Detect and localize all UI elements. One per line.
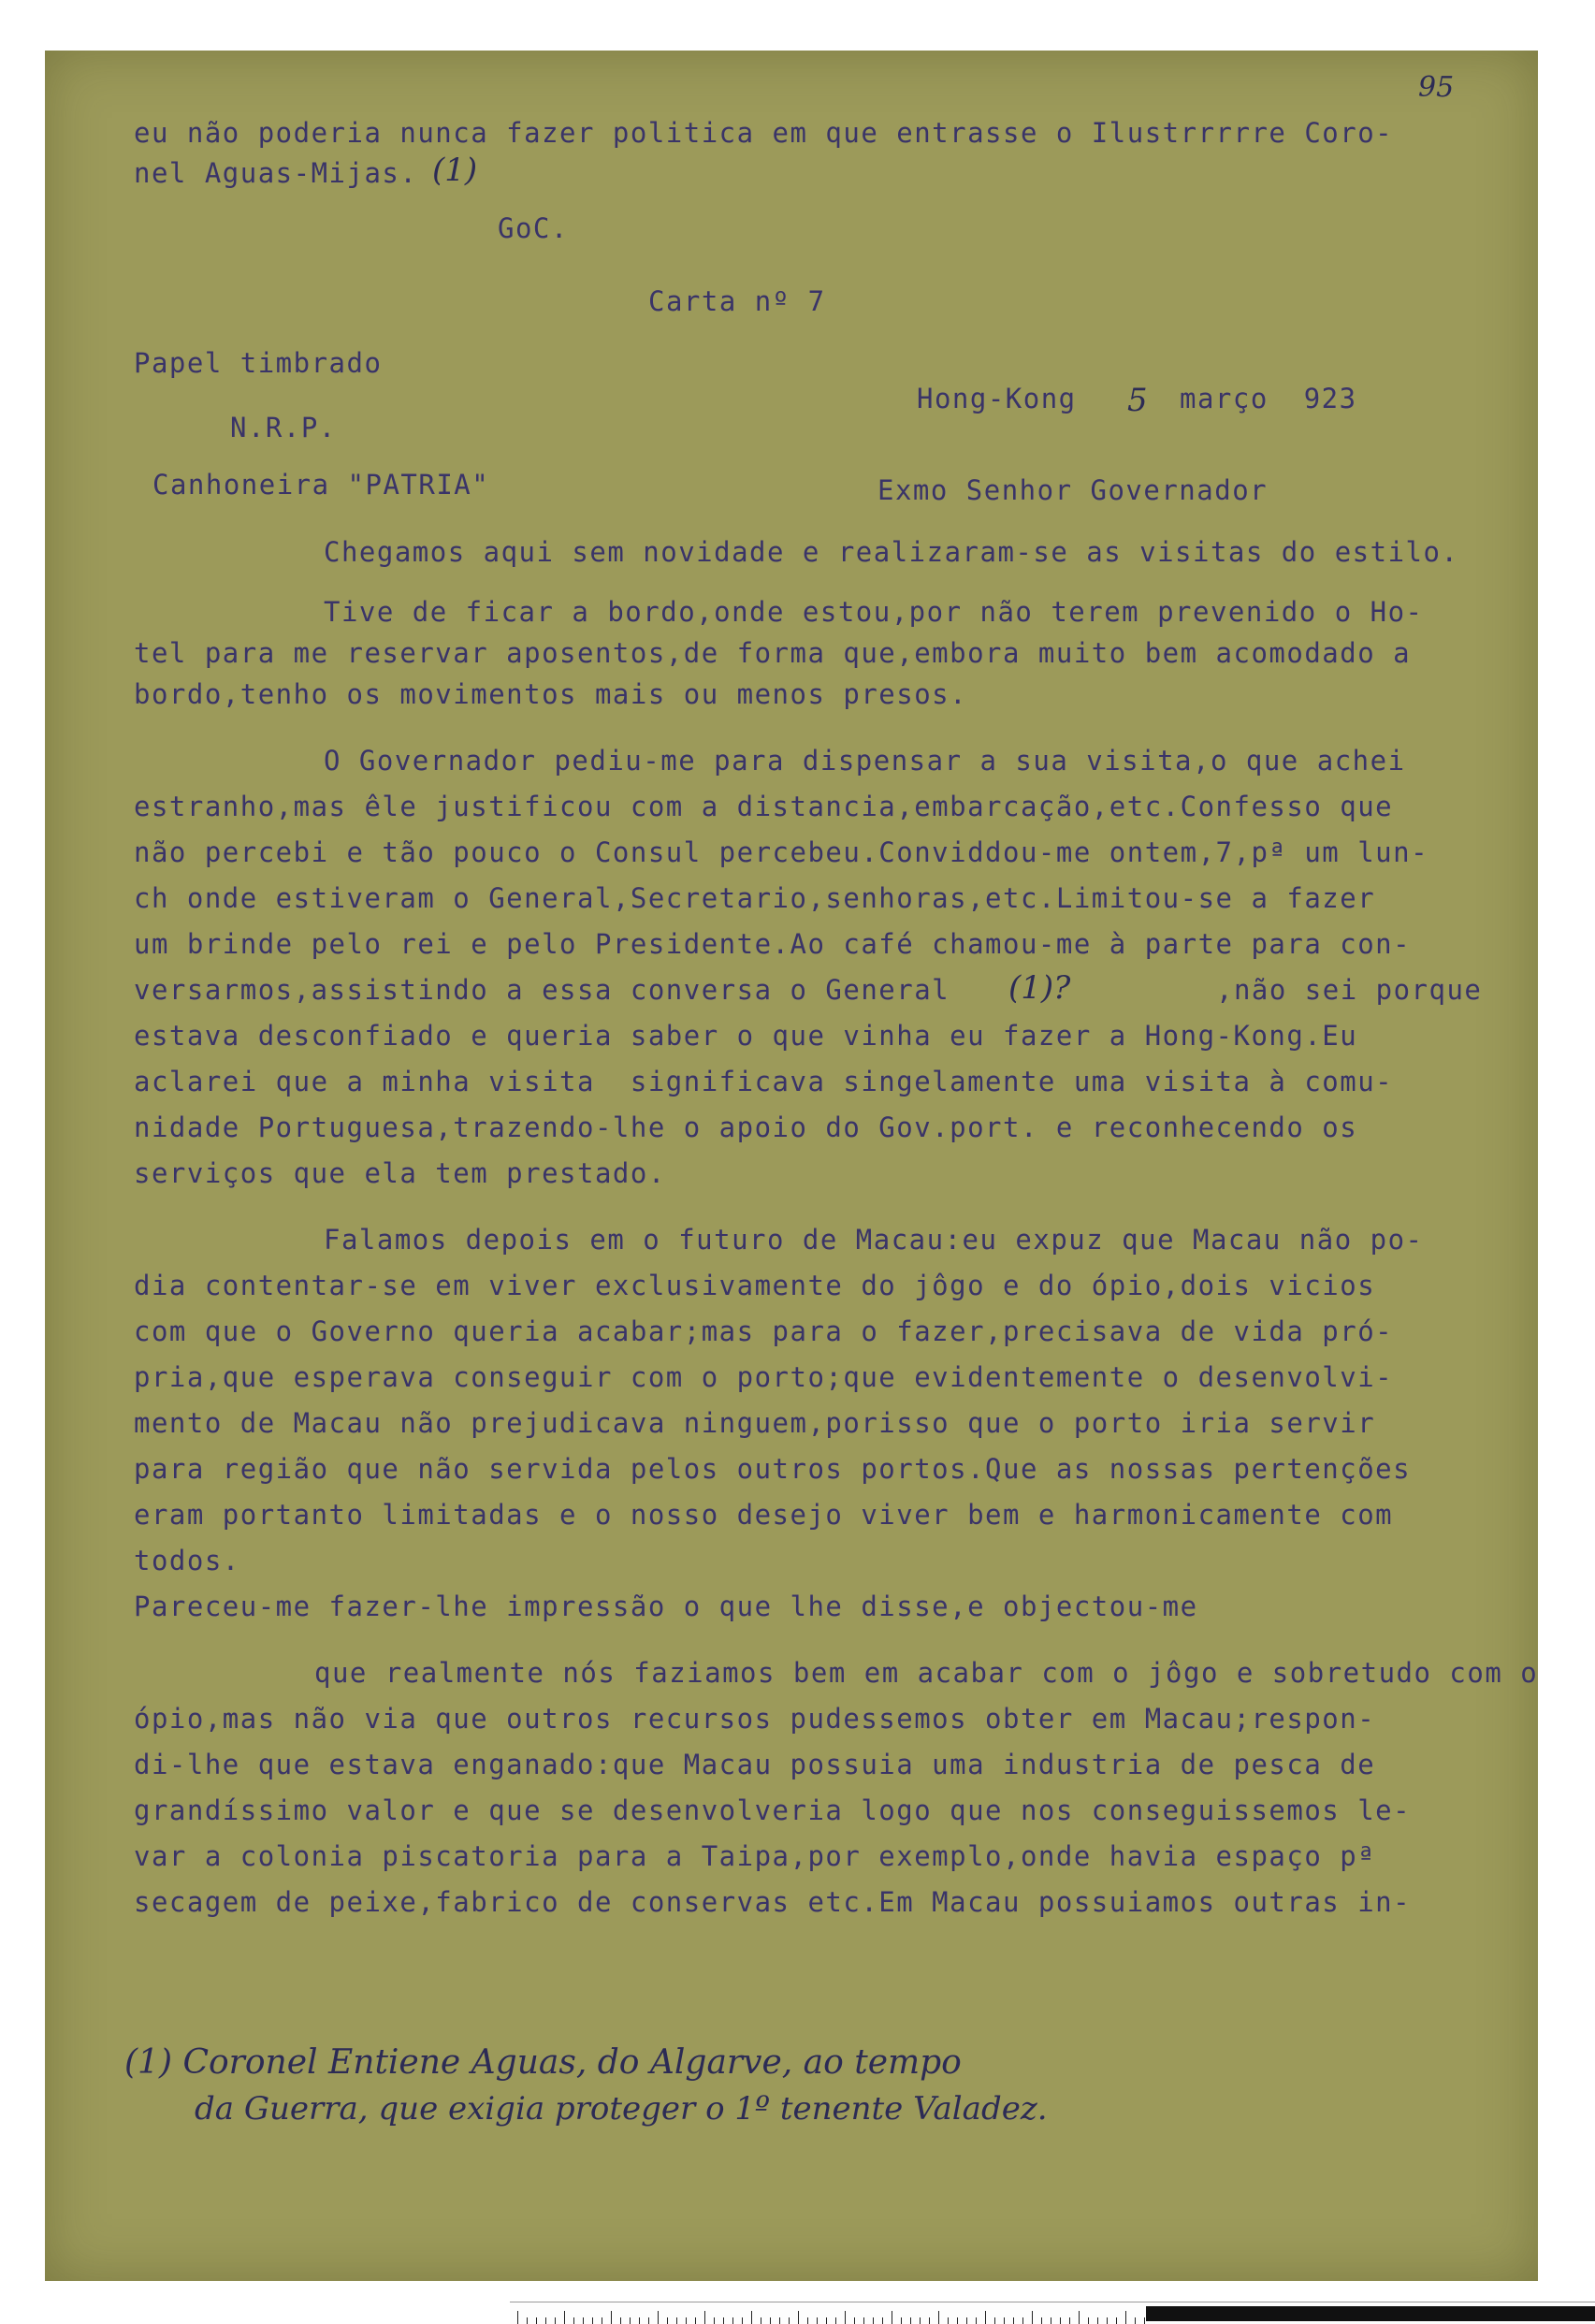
letterhead-org: N.R.P.	[230, 412, 337, 443]
body-line-21: eram portanto limitadas e o nosso desejo viver bem e harmonicamente com	[134, 1499, 1394, 1531]
body-line-4: bordo,tenho os movimentos mais ou menos presos.	[134, 678, 968, 710]
letterhead-ship: Canhoneira "PATRIA"	[152, 469, 490, 501]
body-line-25: ópio,mas não via que outros recursos pudessemos obter em Macau;respon-	[134, 1703, 1376, 1735]
header-line-2: nel Aguas-Mijas.	[134, 157, 418, 189]
body-line-18: pria,que esperava conseguir com o porto;que evidentemente o desenvolvi-	[134, 1361, 1394, 1393]
body-line-15: Falamos depois em o futuro de Macau:eu expuz que Macau não po-	[324, 1224, 1424, 1256]
ruler-tick	[1032, 2311, 1033, 2324]
body-line-7: não percebi e tão pouco o Consul percebeu.Conviddou-me ontem,7,pª um lun-	[134, 836, 1429, 868]
ruler-tick	[1079, 2311, 1080, 2324]
body-line-2: Tive de ficar a bordo,onde estou,por não terem prevenido o Ho-	[324, 596, 1424, 628]
body-line-19: mento de Macau não prejudicava ninguem,porisso que o porto iria servir	[134, 1407, 1376, 1439]
body-line-6: estranho,mas êle justificou com a distancia,embarcação,etc.Confesso que	[134, 791, 1394, 822]
footnote-marker: (1)	[432, 152, 478, 189]
document-page	[45, 51, 1538, 2281]
body-line-17: com que o Governo queria acabar;mas para o fazer,precisava de vida pró-	[134, 1315, 1394, 1347]
ruler-tick	[845, 2311, 846, 2324]
ruler-tick	[517, 2311, 518, 2324]
body-line-9: um brinde pelo rei e pelo Presidente.Ao café chamou-me à parte para con-	[134, 928, 1412, 960]
body-line-27: grandíssimo valor e que se desenvolveria logo que nos conseguissemos le-	[134, 1794, 1412, 1826]
body-line-28: var a colonia piscatoria para a Taipa,por exemplo,onde havia espaço pª	[134, 1840, 1376, 1872]
signature-initials: GoC.	[498, 212, 569, 244]
body-line-5: O Governador pediu-me para dispensar a sua visita,o que achei	[324, 745, 1406, 777]
body-line-26: di-lhe que estava enganado:que Macau possuia uma industria de pesca de	[134, 1749, 1376, 1780]
letter-title: Carta nº 7	[648, 285, 826, 317]
scale-ruler	[510, 2302, 1595, 2324]
ruler-tick	[658, 2311, 659, 2324]
body-line-14: serviços que ela tem prestado.	[134, 1157, 666, 1189]
date-day: 5	[1127, 382, 1148, 419]
body-line-20: para região que não servida pelos outros portos.Que as nossas pertenções	[134, 1453, 1412, 1485]
body-line-22: todos.	[134, 1545, 240, 1576]
body-line-12: aclarei que a minha visita significava singelamente uma visita à comu-	[134, 1066, 1394, 1097]
margin-annotation: (1)?	[1008, 969, 1071, 1007]
header-line-1: eu não poderia nunca fazer politica em que entrasse o Ilustrrrrre Coro-	[134, 117, 1394, 149]
ruler-tick	[938, 2311, 939, 2324]
body-line-3: tel para me reservar aposentos,de forma que,embora muito bem acomodado a	[134, 637, 1412, 669]
handwritten-footnote-line-1: (1) Coronel Entiene Aguas, do Algarve, ao tempo	[124, 2043, 962, 2082]
body-line-23: Pareceu-me fazer-lhe impressão o que lhe disse,e objectou-me	[134, 1590, 1198, 1622]
page-number: 95	[1418, 71, 1455, 104]
ruler-tick	[751, 2311, 752, 2324]
ruler-tick	[1125, 2311, 1126, 2324]
place-name: Hong-Kong	[917, 383, 1077, 414]
body-line-1: Chegamos aqui sem novidade e realizaram-se as visitas do estilo.	[324, 536, 1459, 568]
salutation: Exmo Senhor Governador	[877, 474, 1269, 506]
letterhead-label: Papel timbrado	[134, 347, 383, 379]
ruler-black-bar	[1146, 2306, 1595, 2321]
ruler-tick	[798, 2311, 799, 2324]
handwritten-footnote-line-2: da Guerra, que exigia proteger o 1º tenente Valadez.	[195, 2090, 1048, 2128]
ruler-tick	[985, 2311, 986, 2324]
body-line-24: que realmente nós faziamos bem em acabar com o jôgo e sobretudo com o	[314, 1657, 1539, 1689]
body-line-10b: ,não sei porque	[1216, 974, 1483, 1006]
body-line-29: secagem de peixe,fabrico de conservas etc.Em Macau possuiamos outras in-	[134, 1886, 1412, 1918]
ruler-tick	[564, 2311, 565, 2324]
body-line-8: ch onde estiveram o General,Secretario,senhoras,etc.Limitou-se a fazer	[134, 882, 1376, 914]
date-month-year: março 923	[1180, 383, 1357, 414]
body-line-10: versarmos,assistindo a essa conversa o General	[134, 974, 950, 1006]
body-line-13: nidade Portuguesa,trazendo-lhe o apoio do Gov.port. e reconhecendo os	[134, 1111, 1358, 1143]
body-line-11: estava desconfiado e queria saber o que vinha eu fazer a Hong-Kong.Eu	[134, 1020, 1358, 1052]
ruler-tick	[704, 2311, 705, 2324]
body-line-16: dia contentar-se em viver exclusivamente do jôgo e do ópio,dois vicios	[134, 1270, 1376, 1301]
ruler-tick	[611, 2311, 612, 2324]
